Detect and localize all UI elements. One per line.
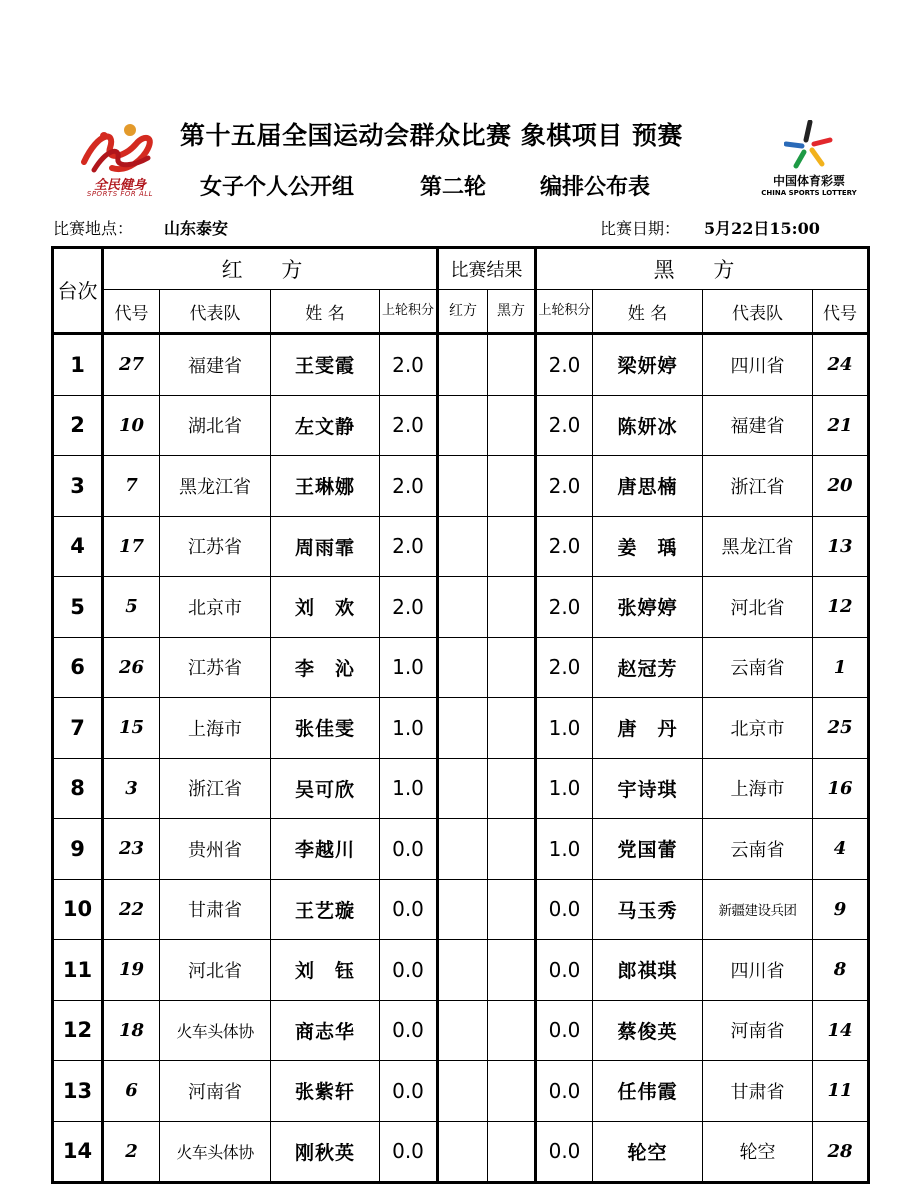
right-logo-name: 中国体育彩票 (772, 174, 845, 188)
red-name: 吴可欣 (271, 758, 380, 819)
result-black-cell (488, 1121, 536, 1183)
header-result-red: 红方 (438, 290, 488, 334)
pairing-table (51, 246, 870, 1184)
table-row (53, 758, 869, 819)
table-number: 8 (53, 758, 103, 819)
black-code: 13 (813, 516, 869, 577)
red-name: 左文静 (271, 395, 380, 456)
black-name: 唐思楠 (593, 456, 703, 517)
black-code: 4 (813, 819, 869, 880)
red-prev-score: 1.0 (380, 637, 438, 698)
black-prev-score: 2.0 (536, 334, 593, 396)
header-red-prev-score: 上轮积分 (380, 290, 438, 334)
table-number: 13 (53, 1061, 103, 1122)
red-prev-score: 0.0 (380, 879, 438, 940)
table-number: 9 (53, 819, 103, 880)
red-code: 27 (103, 334, 160, 396)
header-result: 比赛结果 (438, 248, 536, 290)
result-red-cell (438, 516, 488, 577)
result-black-cell (488, 1061, 536, 1122)
date-value: 5月22日15:00 (704, 219, 820, 238)
black-team: 云南省 (703, 819, 813, 880)
red-name: 刘 钰 (271, 940, 380, 1001)
red-prev-score: 1.0 (380, 698, 438, 759)
black-team: 云南省 (703, 637, 813, 698)
black-code: 28 (813, 1121, 869, 1183)
red-name: 刚秋英 (271, 1121, 380, 1183)
black-prev-score: 2.0 (536, 516, 593, 577)
black-name: 轮空 (593, 1121, 703, 1183)
black-name: 张婷婷 (593, 577, 703, 638)
red-code: 7 (103, 456, 160, 517)
black-name: 郎祺琪 (593, 940, 703, 1001)
black-team: 上海市 (703, 758, 813, 819)
header-black-code: 代号 (813, 290, 869, 334)
black-name: 蔡俊英 (593, 1000, 703, 1061)
black-team: 四川省 (703, 334, 813, 396)
result-red-cell (438, 879, 488, 940)
red-team: 甘肃省 (160, 879, 271, 940)
lottery-star-icon (784, 120, 834, 170)
red-code: 2 (103, 1121, 160, 1183)
result-black-cell (488, 698, 536, 759)
black-team: 北京市 (703, 698, 813, 759)
header-black-team: 代表队 (703, 290, 813, 334)
black-team: 浙江省 (703, 456, 813, 517)
red-code: 5 (103, 577, 160, 638)
black-team: 四川省 (703, 940, 813, 1001)
sports-for-all-logo (70, 122, 170, 200)
venue-label: 比赛地点： (53, 219, 134, 238)
red-name: 周雨霏 (271, 516, 380, 577)
red-name: 张佳雯 (271, 698, 380, 759)
red-name: 刘 欢 (271, 577, 380, 638)
result-red-cell (438, 1121, 488, 1183)
black-prev-score: 2.0 (536, 637, 593, 698)
red-name: 王雯霞 (271, 334, 380, 396)
header-red-side: 红 方 (103, 248, 438, 290)
black-code: 25 (813, 698, 869, 759)
table-number: 3 (53, 456, 103, 517)
table-row (53, 1000, 869, 1061)
black-prev-score: 2.0 (536, 577, 593, 638)
result-red-cell (438, 1061, 488, 1122)
black-prev-score: 2.0 (536, 456, 593, 517)
red-prev-score: 2.0 (380, 395, 438, 456)
red-team: 福建省 (160, 334, 271, 396)
result-black-cell (488, 395, 536, 456)
header-red-code: 代号 (103, 290, 160, 334)
black-name: 陈妍冰 (593, 395, 703, 456)
black-name: 梁妍婷 (593, 334, 703, 396)
sports-for-all-emblem-icon (76, 122, 164, 176)
black-prev-score: 1.0 (536, 819, 593, 880)
header-black-name: 姓 名 (593, 290, 703, 334)
red-name: 王艺璇 (271, 879, 380, 940)
result-red-cell (438, 819, 488, 880)
red-prev-score: 0.0 (380, 819, 438, 880)
result-red-cell (438, 395, 488, 456)
result-red-cell (438, 758, 488, 819)
red-team: 火车头体协 (160, 1000, 271, 1061)
table-row (53, 698, 869, 759)
black-prev-score: 0.0 (536, 1121, 593, 1183)
black-code: 20 (813, 456, 869, 517)
result-red-cell (438, 334, 488, 396)
table-row (53, 456, 869, 517)
table-row (53, 334, 869, 396)
black-name: 赵冠芳 (593, 637, 703, 698)
result-black-cell (488, 879, 536, 940)
table-row (53, 879, 869, 940)
result-black-cell (488, 577, 536, 638)
black-team: 河北省 (703, 577, 813, 638)
red-team: 河南省 (160, 1061, 271, 1122)
red-prev-score: 1.0 (380, 758, 438, 819)
black-name: 唐 丹 (593, 698, 703, 759)
table-number: 7 (53, 698, 103, 759)
red-prev-score: 0.0 (380, 940, 438, 1001)
red-team: 江苏省 (160, 637, 271, 698)
table-number: 2 (53, 395, 103, 456)
left-logo-name: 全民健身 (93, 178, 146, 193)
header-tai-ci: 台次 (53, 248, 103, 334)
left-logo-subtitle: SPORTS FOR ALL (86, 190, 154, 198)
right-logo-subtitle: CHINA SPORTS LOTTERY (761, 189, 857, 197)
result-red-cell (438, 456, 488, 517)
black-code: 8 (813, 940, 869, 1001)
red-prev-score: 2.0 (380, 456, 438, 517)
header-result-black: 黑方 (488, 290, 536, 334)
black-name: 马玉秀 (593, 879, 703, 940)
red-team: 湖北省 (160, 395, 271, 456)
table-row (53, 395, 869, 456)
red-name: 李越川 (271, 819, 380, 880)
result-red-cell (438, 637, 488, 698)
black-code: 9 (813, 879, 869, 940)
red-team: 黑龙江省 (160, 456, 271, 517)
table-row (53, 637, 869, 698)
date-label: 比赛日期： (600, 219, 681, 238)
black-code: 12 (813, 577, 869, 638)
header-red-team: 代表队 (160, 290, 271, 334)
red-name: 李 沁 (271, 637, 380, 698)
black-code: 16 (813, 758, 869, 819)
page-title: 第十五届全国运动会群众比赛 象棋项目 预赛 (180, 121, 683, 150)
header-black-prev-score: 上轮积分 (536, 290, 593, 334)
black-prev-score: 1.0 (536, 758, 593, 819)
result-black-cell (488, 1000, 536, 1061)
black-team: 河南省 (703, 1000, 813, 1061)
table-row (53, 1061, 869, 1122)
doc-type-title: 编排公布表 (540, 174, 651, 200)
table-number: 1 (53, 334, 103, 396)
red-name: 商志华 (271, 1000, 380, 1061)
result-black-cell (488, 637, 536, 698)
red-prev-score: 2.0 (380, 516, 438, 577)
result-black-cell (488, 758, 536, 819)
table-number: 10 (53, 879, 103, 940)
result-red-cell (438, 698, 488, 759)
black-prev-score: 0.0 (536, 879, 593, 940)
black-code: 11 (813, 1061, 869, 1122)
black-team: 新疆建设兵团 (703, 879, 813, 940)
black-name: 宇诗琪 (593, 758, 703, 819)
result-black-cell (488, 516, 536, 577)
black-team: 黑龙江省 (703, 516, 813, 577)
red-team: 河北省 (160, 940, 271, 1001)
result-black-cell (488, 819, 536, 880)
table-number: 11 (53, 940, 103, 1001)
red-team: 北京市 (160, 577, 271, 638)
red-prev-score: 2.0 (380, 334, 438, 396)
red-code: 6 (103, 1061, 160, 1122)
table-number: 12 (53, 1000, 103, 1061)
black-name: 姜 瑀 (593, 516, 703, 577)
red-code: 17 (103, 516, 160, 577)
table-row (53, 819, 869, 880)
table-number: 4 (53, 516, 103, 577)
red-team: 浙江省 (160, 758, 271, 819)
table-row (53, 577, 869, 638)
red-code: 19 (103, 940, 160, 1001)
red-code: 26 (103, 637, 160, 698)
red-team: 贵州省 (160, 819, 271, 880)
result-red-cell (438, 577, 488, 638)
red-team: 火车头体协 (160, 1121, 271, 1183)
red-code: 18 (103, 1000, 160, 1061)
black-prev-score: 1.0 (536, 698, 593, 759)
china-sports-lottery-logo (754, 120, 864, 202)
black-code: 21 (813, 395, 869, 456)
red-code: 22 (103, 879, 160, 940)
red-team: 上海市 (160, 698, 271, 759)
table-row (53, 516, 869, 577)
black-prev-score: 0.0 (536, 940, 593, 1001)
red-code: 23 (103, 819, 160, 880)
table-number: 5 (53, 577, 103, 638)
red-code: 10 (103, 395, 160, 456)
black-name: 党国蕾 (593, 819, 703, 880)
black-team: 甘肃省 (703, 1061, 813, 1122)
result-red-cell (438, 1000, 488, 1061)
table-row (53, 1121, 869, 1183)
black-name: 任伟霞 (593, 1061, 703, 1122)
red-name: 张紫轩 (271, 1061, 380, 1122)
red-prev-score: 0.0 (380, 1000, 438, 1061)
black-code: 24 (813, 334, 869, 396)
red-prev-score: 2.0 (380, 577, 438, 638)
black-prev-score: 0.0 (536, 1000, 593, 1061)
table-number: 6 (53, 637, 103, 698)
red-prev-score: 0.0 (380, 1061, 438, 1122)
black-prev-score: 0.0 (536, 1061, 593, 1122)
table-row (53, 940, 869, 1001)
header-red-name: 姓 名 (271, 290, 380, 334)
table-number: 14 (53, 1121, 103, 1183)
venue-value: 山东泰安 (164, 219, 229, 238)
red-prev-score: 0.0 (380, 1121, 438, 1183)
black-code: 14 (813, 1000, 869, 1061)
black-team: 福建省 (703, 395, 813, 456)
result-black-cell (488, 334, 536, 396)
black-team: 轮空 (703, 1121, 813, 1183)
round-title: 第二轮 (420, 174, 487, 200)
red-code: 15 (103, 698, 160, 759)
black-code: 1 (813, 637, 869, 698)
header-black-side: 黑 方 (536, 248, 869, 290)
black-prev-score: 2.0 (536, 395, 593, 456)
result-black-cell (488, 940, 536, 1001)
red-team: 江苏省 (160, 516, 271, 577)
red-name: 王琳娜 (271, 456, 380, 517)
group-title: 女子个人公开组 (200, 174, 355, 200)
result-red-cell (438, 940, 488, 1001)
result-black-cell (488, 456, 536, 517)
red-code: 3 (103, 758, 160, 819)
